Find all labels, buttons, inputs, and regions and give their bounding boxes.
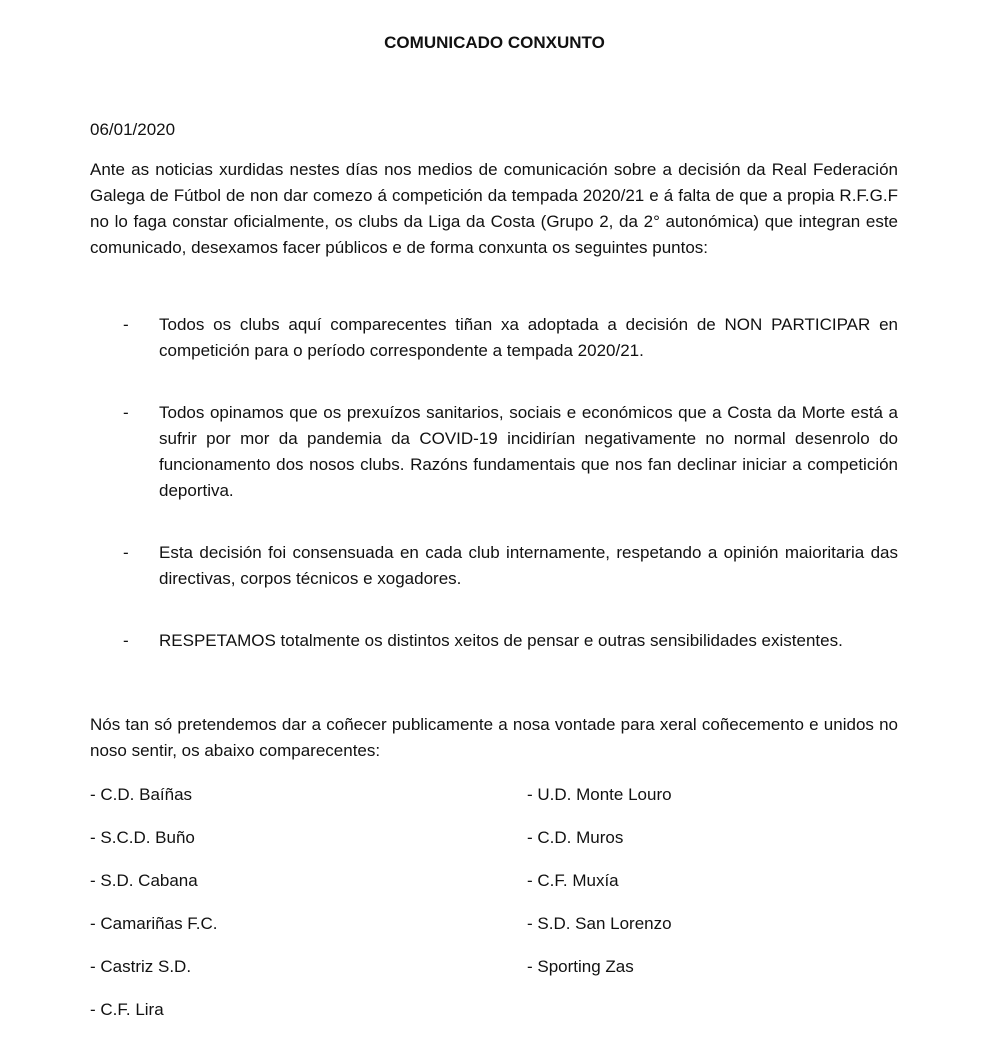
bullet-dash: -	[123, 403, 129, 422]
point-text: Todos os clubs aquí comparecentes tiñan xa adoptada a decisión de NON PARTICIPAR en competición para o período correspondente a tempada 2020/21.	[159, 315, 898, 360]
point-item	[90, 540, 898, 592]
point-item	[90, 628, 898, 654]
point-text: Esta decisión foi consensuada en cada club internamente, respetando a opinión maioritaria das directivas, corpos técnicos e xogadores.	[159, 543, 898, 588]
club-item: - U.D. Monte Louro	[527, 785, 672, 804]
club-item: - C.F. Lira	[90, 1000, 164, 1019]
intro-paragraph: Ante as noticias xurdidas nestes días nos medios de comunicación sobre a decisión da Real Federación Galega de Fútbol de non dar comezo á competición da tempada 2020/21 e á falta de que a propia R.F.G.F no lo faga constar oficialmente, os clubs da Liga da Costa (Grupo 2, da 2° autonómica) que integran este comunicado, desexamos facer públicos e de forma conxunta os seguintes puntos:	[90, 160, 898, 257]
document-title: COMUNICADO CONXUNTO	[384, 33, 605, 52]
document-date: 06/01/2020	[90, 120, 176, 139]
bullet-dash: -	[123, 543, 129, 562]
club-item: - Camariñas F.C.	[90, 914, 218, 933]
club-item: - C.D. Baíñas	[90, 785, 193, 804]
points-list	[90, 312, 898, 690]
clubs-list-right	[527, 782, 672, 997]
closing-paragraph: Nós tan só pretendemos dar a coñecer publicamente a nosa vontade para xeral coñecemento e unidos no noso sentir, os abaixo comparecentes:	[90, 715, 898, 760]
club-item: - S.D. San Lorenzo	[527, 914, 672, 933]
point-text: Todos opinamos que os prexuízos sanitarios, sociais e económicos que a Costa da Morte está a sufrir por mor da pandemia da COVID-19 incidirían negativamente no normal desenrolo do funcionamento dos nosos clubs. Razóns fundamentais que nos fan declinar iniciar a competición deportiva.	[159, 403, 898, 500]
club-item: - Sporting Zas	[527, 957, 634, 976]
club-item: - Castriz S.D.	[90, 957, 192, 976]
bullet-dash: -	[123, 315, 129, 334]
club-item: - S.C.D. Buño	[90, 828, 195, 847]
club-item: - S.D. Cabana	[90, 871, 198, 890]
club-item: - C.D. Muros	[527, 828, 624, 847]
club-item: - C.F. Muxía	[527, 871, 619, 890]
point-text: RESPETAMOS totalmente os distintos xeitos de pensar e outras sensibilidades existentes.	[159, 631, 843, 650]
point-item	[90, 312, 898, 364]
bullet-dash: -	[123, 631, 129, 650]
point-item	[90, 400, 898, 504]
clubs-list-left	[90, 782, 218, 1040]
